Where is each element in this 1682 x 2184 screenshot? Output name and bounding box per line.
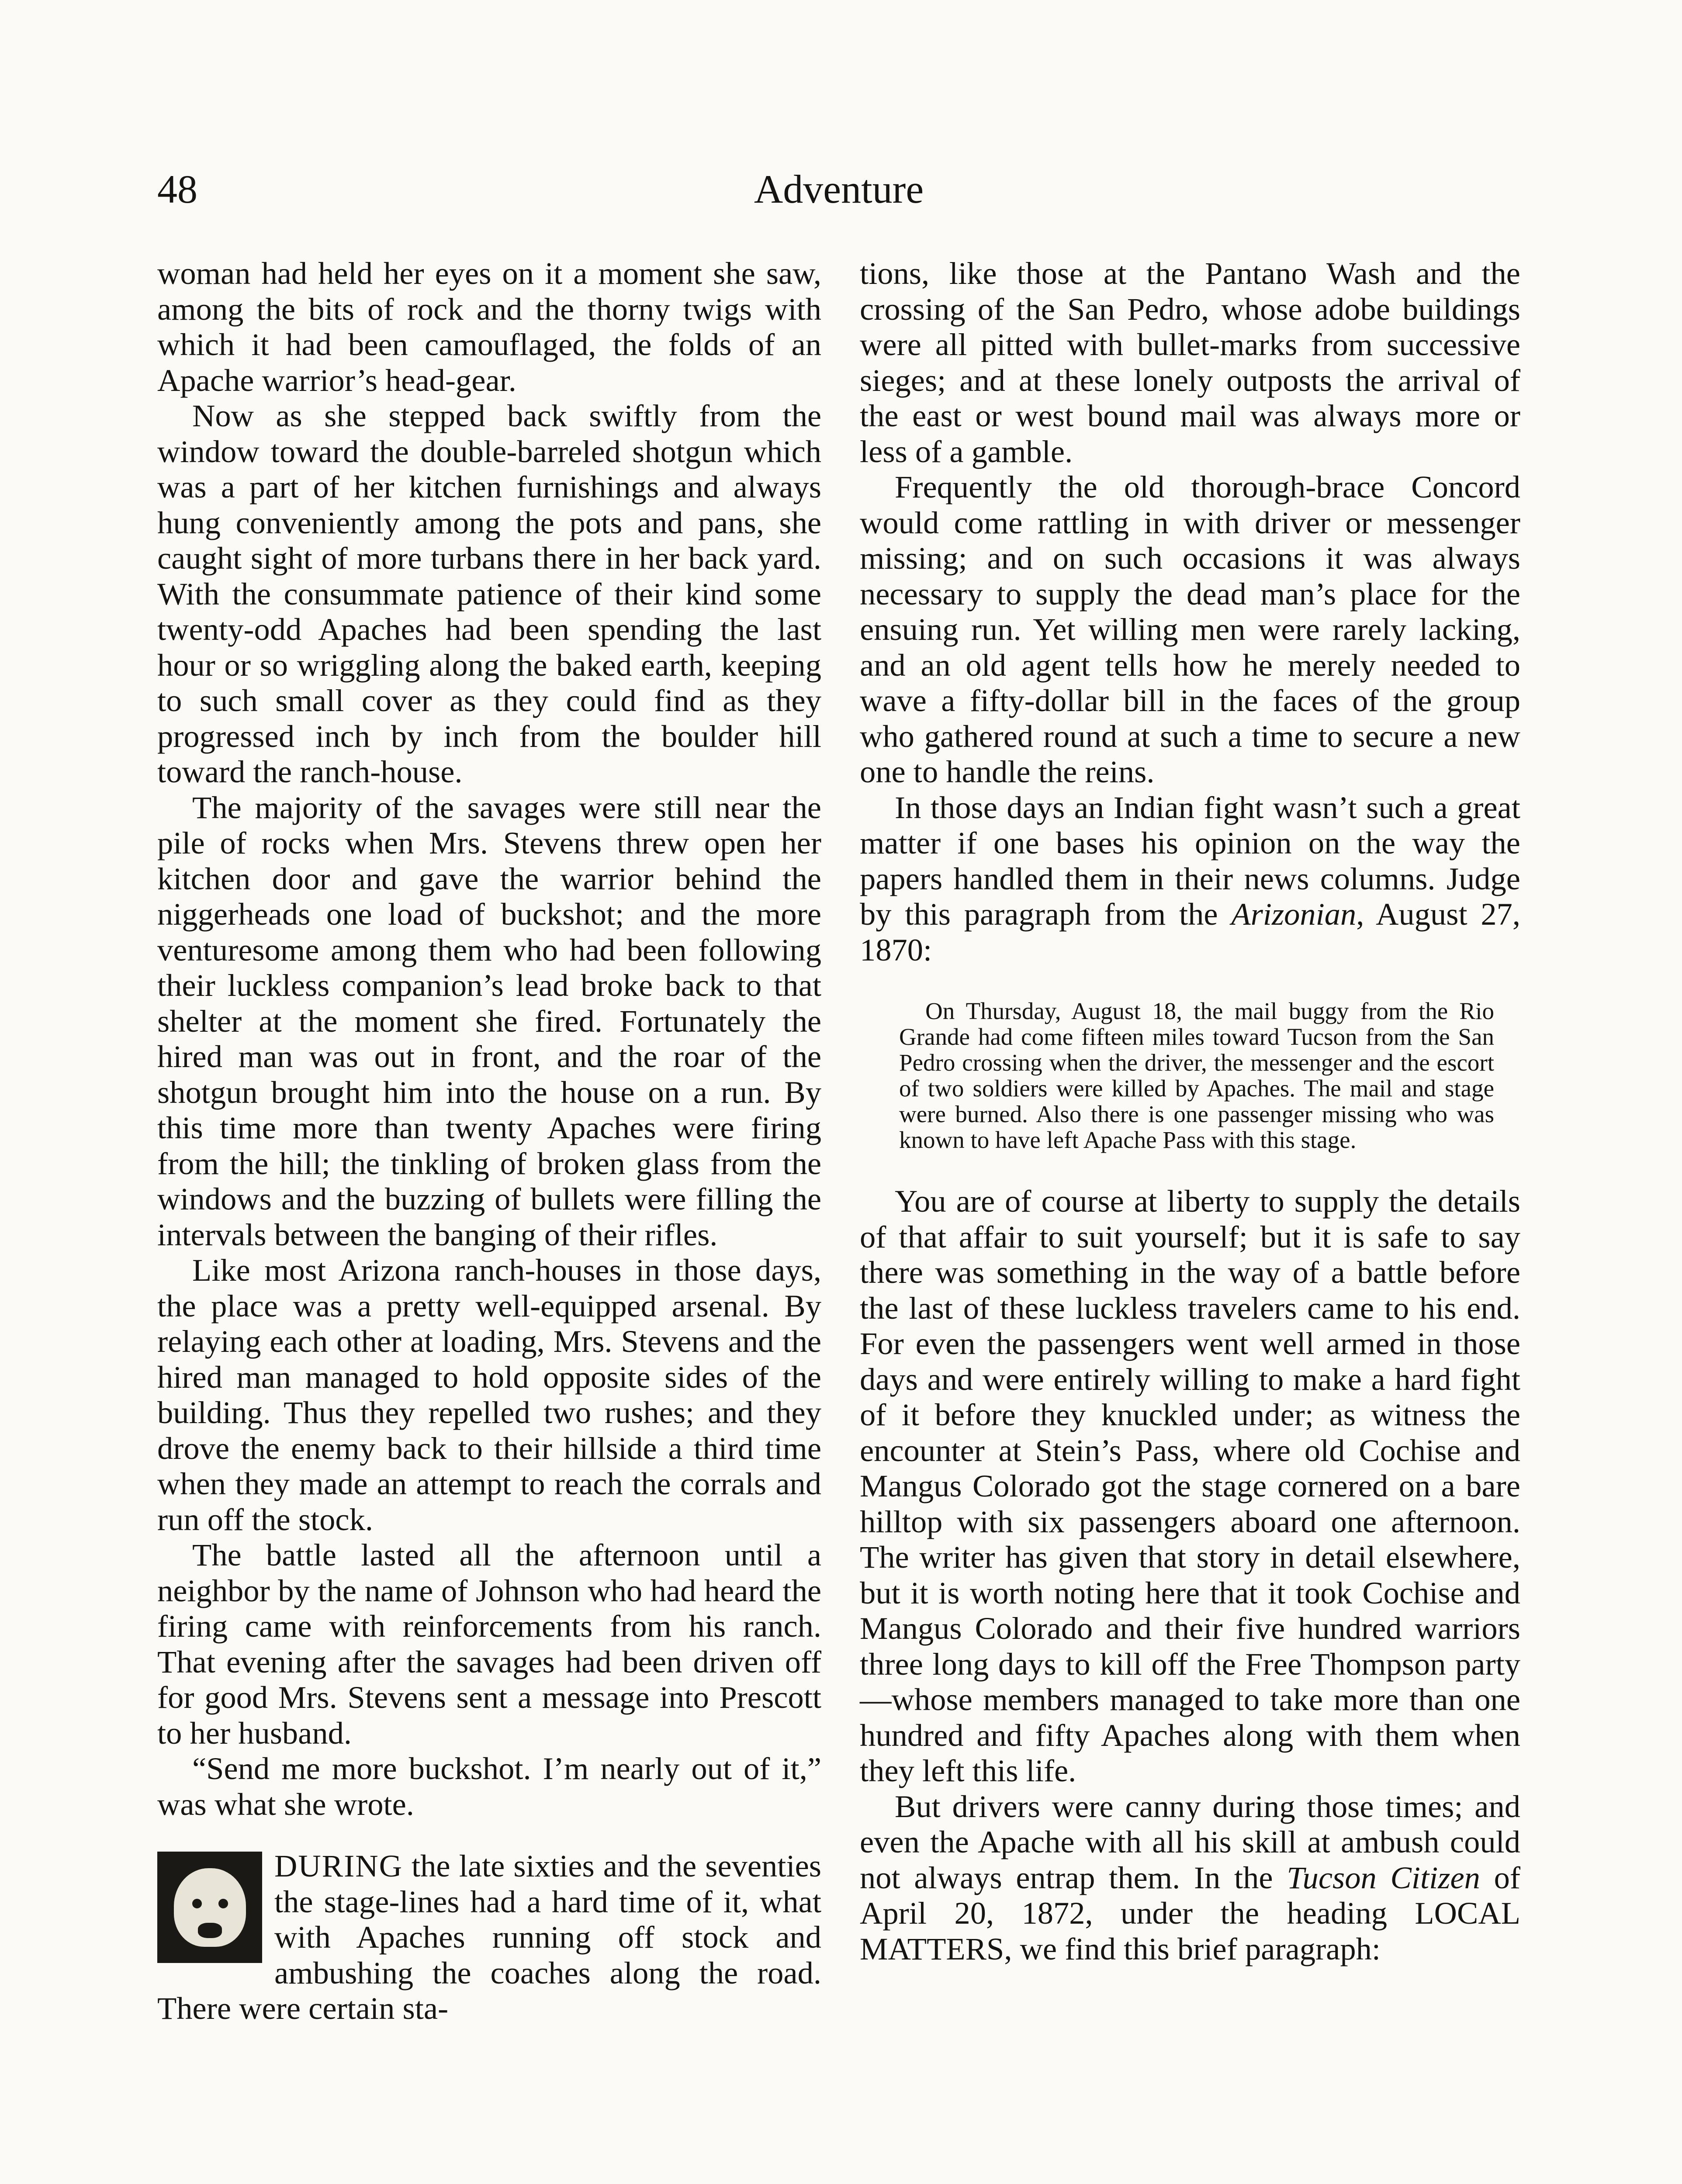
right-column: [860, 256, 1520, 1966]
newspaper-name: Arizonian: [1231, 896, 1357, 932]
running-title: Adventure: [754, 167, 924, 211]
paragraph: Like most Arizona ranch-houses in those days, the place was a pretty well-equipped arsenal. By relaying each other at loading, Mrs. Stevens and the hired man managed to hold opposite sides of the building. Thus they repelled two rushes; and they drove the enemy back to their hillside a third time when they made an attempt to reach the corrals and run off the stock.: [157, 1252, 821, 1537]
paragraph: You are of course at liberty to supply the details of that affair to suit yourself; but it is safe to say there was something in the way of a battle before the last of these luckless travelers came to his end. For even the passengers went well armed in those days and were entirely willing to make a hard fight of it before they knuckled under; as witness the encounter at Stein’s Pass, where old Cochise and Mangus Colorado got the stage cornered on a bare hilltop with six passengers aboard one afternoon. The writer has given that story in detail elsewhere, but it is worth noting here that it took Cochise and Mangus Colorado and their five hundred warriors three long days to kill off the Free Thompson party—whose members managed to take more than one hundred and fifty Apaches along with them when they left this life.: [860, 1183, 1520, 1788]
left-column: [157, 256, 821, 2026]
page-number: 48: [157, 167, 197, 211]
paragraph: The battle lasted all the afternoon until a neighbor by the name of Johnson who had heard the firing came with reinforcements from his ranch. That evening after the savages had been driven off for good Mrs. Stevens sent a message into Prescott to her husband.: [157, 1537, 821, 1751]
paragraph: Now as she stepped back swiftly from the window toward the double-barreled shotgun which was a part of her kitchen furnishings and always hung conveniently among the pots and pans, she caught sight of more turbans there in her back yard. With the consummate patience of their kind some twenty-odd Apaches had been spending the last hour or so wriggling along the baked earth, keeping to such small cover as they could find as they progressed inch by inch from the boulder hill toward the ranch-house.: [157, 398, 821, 789]
paragraph: In those days an Indian fight wasn’t such a great matter if one bases his opinion on the way the papers handled them in their news columns. Judge by this paragraph from the Arizonian, August 27, 1870:: [860, 789, 1520, 968]
paragraph: tions, like those at the Pantano Wash and the crossing of the San Pedro, whose adobe buildings were all pitted with bullet-marks from successive sieges; and at these lonely outposts the arrival of the east or west bound mail was always more or less of a gamble.: [860, 256, 1520, 469]
page-header: [157, 166, 1520, 223]
block-quote: On Thursday, August 18, the mail buggy from the Rio Grande had come fifteen miles toward Tucson from the San Pedro crossing when the driver, the messenger and the escort of two soldiers were killed by Apaches. The mail and stage were burned. Also there is one passenger missing who was known to have left Apache Pass with this stage.: [899, 998, 1494, 1153]
paragraph: The majority of the savages were still near the pile of rocks when Mrs. Stevens threw open her kitchen door and gave the warrior behind the niggerheads one load of buckshot; and the more venturesome among them who had been following their luckless companion’s lead broke back to that shelter at the moment she fired. Fortunately the hired man was out in front, and the roar of the shotgun brought him into the house on a run. By this time more than twenty Apaches were firing from the hill; the tinkling of broken glass from the windows and the buzzing of bullets were filling the intervals between the banging of their rifles.: [157, 789, 821, 1252]
paragraph: “Send me more buckshot. I’m nearly out of it,” was what she wrote.: [157, 1751, 821, 1822]
section-text: the late sixties and the seventies the stage-lines had a hard time of it, what with Apaches running off stock and ambushing the coaches along the road. There were certain sta-: [157, 1848, 821, 2026]
section-start-paragraph: [157, 1848, 821, 2026]
newspaper-name: Tucson Citizen: [1287, 1859, 1480, 1895]
paragraph: woman had held her eyes on it a moment she saw, among the bits of rock and the thorny twigs with which it had been camouflaged, the folds of an Apache warrior’s head-gear.: [157, 256, 821, 398]
section-drop-word: DURING: [274, 1848, 403, 1883]
paragraph: But drivers were canny during those times; and even the Apache with all his skill at ambush could not always entrap them. In the Tucson Citizen of April 20, 1872, under the heading LOCAL MATTERS, we find this brief paragraph:: [860, 1788, 1520, 1966]
decorative-initial-icon: [157, 1852, 262, 1963]
paragraph: Frequently the old thorough-brace Concord would come rattling in with driver or messenger missing; and on such occasions it was always necessary to supply the dead man’s place for the ensuing run. Yet willing men were rarely lacking, and an old agent tells how he merely needed to wave a fifty-dollar bill in the faces of the group who gathered round at such a time to secure a new one to handle the reins.: [860, 469, 1520, 789]
